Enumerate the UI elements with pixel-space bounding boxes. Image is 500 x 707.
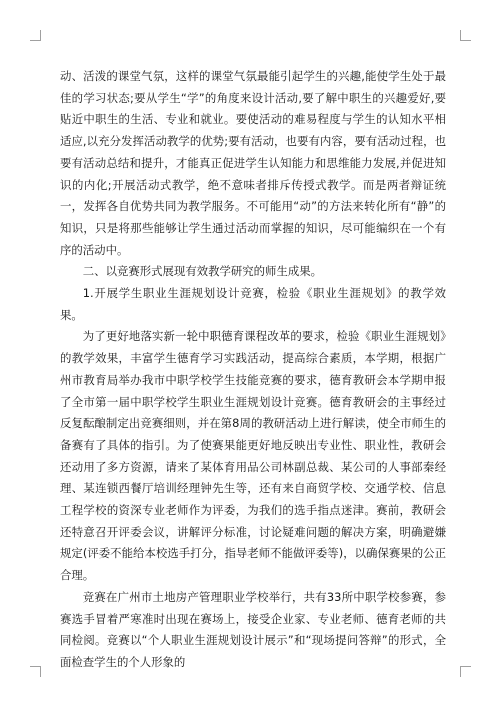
paragraph-competition-venue: 竞赛在广州市土地房产管理职业学校举行，共有33所中职学校参赛，参赛选手冒着严寒准时出现在赛场上，接受企业家、专业老师、德育老师的共同检阅。竞赛以“个人职业生涯规划设计展示”和“现场提问答辩”的形式，全面检查学生的个人形象的 xyxy=(60,589,446,669)
crop-mark-top-right xyxy=(460,30,471,41)
section-heading: 二、以竞赛形式展现有效教学研究的师生成果。 xyxy=(82,264,323,279)
document-body xyxy=(60,66,446,674)
crop-mark-bottom-left xyxy=(30,666,41,677)
paragraph-continuation: 动、活泼的课堂气氛，这样的课堂气氛最能引起学生的兴趣,能使学生处于最佳的学习状态;要从学生“学”的角度来设计活动,要了解中职生的兴趣爱好,要贴近中职生的生活、专业和就业。要使活动的难易程度与学生的认知水平相适应,以充分发挥活动教学的优势;要有活动，也要有内容，要有活动过程，也要有活动总结和提升，才能真正促进学生认知能力和思维能力发展,并促进知识的内化;开展活动式教学，绝不意味者排斥传授式教学。而是两者辩证统一，发挥各自优势共同为教学服务。不可能用“动”的方法来转化所有“静”的知识，只是将那些能够让学生通过活动而掌握的知识，尽可能编织在一个有序的活动中。 xyxy=(60,69,446,257)
paragraph-competition-background: 为了更好地落实新一轮中职德育课程改革的要求，检验《职业生涯规划》的教学效果，丰富学生德育学习实践活动，提高综合素质，本学期，根据广州市教育局举办我市中职学校学生技能竞赛的要求，德育教研会本学期申报了全市第一届中职学校学生职业生涯规划设计竞赛。德育教研会的主事经过反复酝酿制定出竞赛细则，并在第8周的教研活动上进行解读，使全市师生的备赛有了具体的指引。为了使赛果能更好地反映出专业性、职业性，教研会还动用了多方资源，请来了某体育用品公司林副总裁、某公司的人事部秦经理、某连锁西餐厅培训经理钟先生等，还有来自商贸学校、交通学校、信息工程学校的资深专业老师作为评委，为我们的选手指点迷津。赛前，教研会还特意召开评委会议，讲解评分标准，讨论疑难问题的解决方案，明确避嫌规定(评委不能给本校选手打分，指导老师不能做评委等)，以确保赛果的公正合理。 xyxy=(60,329,446,583)
crop-mark-top-left xyxy=(30,30,41,41)
subsection-heading: 1.开展学生职业生涯规划设计竞赛，检验《职业生涯规划》的教学效果。 xyxy=(60,286,446,322)
crop-mark-bottom-right xyxy=(460,666,471,677)
